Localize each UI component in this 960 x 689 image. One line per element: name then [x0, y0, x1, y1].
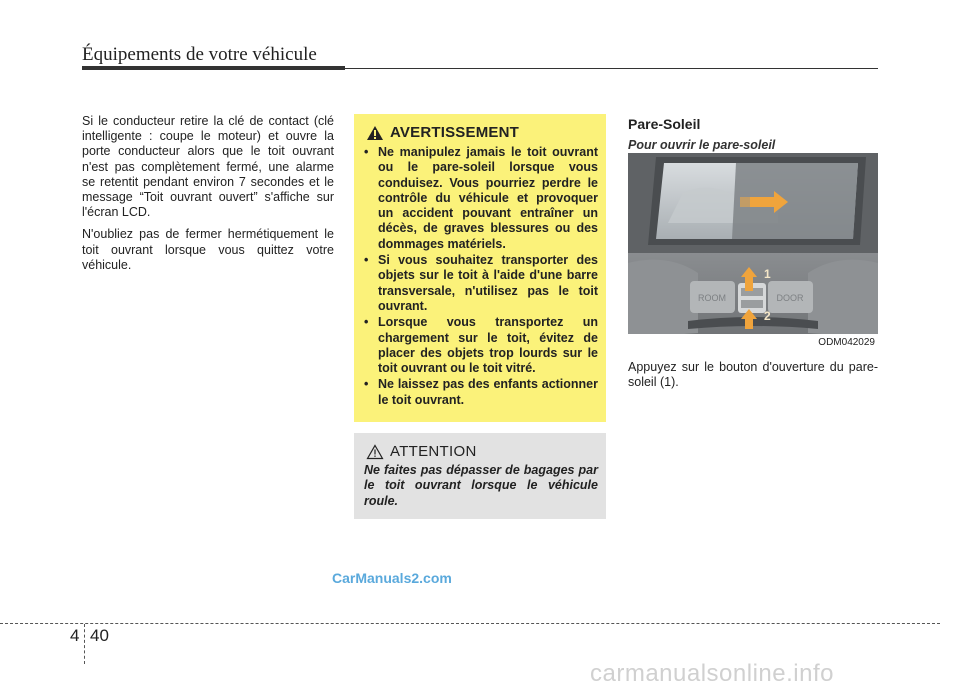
attention-title: ATTENTION [390, 443, 477, 460]
attention-text: Ne faites pas dépasser de bagages par le toit ouvrant lorsque le véhicule roule. [364, 463, 598, 508]
figure-caption: ODM042029 [628, 334, 878, 351]
caution-triangle-icon [366, 444, 384, 460]
warning-item: • Ne manipulez jamais le toit ouvrant ou le pare-soleil lorsque vous conduisez. Vous pourriez perdre le contrôle du véhicule et provoquer un accident pouvant entraîner un décès, de graves blessures ou des dommages matériels. [364, 145, 598, 251]
section-subtitle: Pour ouvrir le pare-soleil [628, 138, 776, 152]
right-column [628, 114, 878, 152]
warning-triangle-icon [366, 125, 384, 141]
header-rule-thick [82, 66, 345, 70]
chapter-number: 4 [70, 626, 80, 645]
warning-list [364, 145, 598, 408]
attention-box [354, 433, 606, 519]
site-watermark: carmanualsonline.info [590, 660, 834, 687]
sunshade-illustration [628, 153, 878, 351]
button-door-label: DOOR [776, 293, 804, 303]
left-column [82, 114, 334, 280]
warning-box [354, 114, 606, 422]
bullet: • [364, 377, 369, 392]
warning-item: • Ne laissez pas des enfants actionner le toit ouvrant. [364, 377, 598, 407]
warning-item: • Lorsque vous transportez un chargement sur le toit, évitez de placer des objets trop lourds sur le toit ouvrant ou le toit vitré. [364, 315, 598, 376]
label-2: 2 [764, 309, 771, 323]
label-1: 1 [764, 267, 771, 281]
attention-header [366, 443, 598, 460]
header-rule-thin [345, 68, 878, 69]
warning-item: • Si vous souhaitez transporter des objets sur le toit à l'aide d'une barre transversale, n'utilisez pas le toit ouvrant. [364, 253, 598, 313]
paragraph: N'oubliez pas de fermer hermétiquement le toit ouvrant lorsque vous quittez votre véhicule. [82, 227, 334, 272]
footer-rule [0, 623, 940, 624]
paragraph: Si le conducteur retire la clé de contact (clé intelligente : coupe le moteur) et ouvre la porte conducteur alors que le toit ouvrant n'est pas complètement fermé, une alarme se retentit pendant environ 7 secondes et le message “Toit ouvrant ouvert” s'affiche sur l'écran LCD. [82, 114, 334, 220]
warning-title: AVERTISSEMENT [390, 124, 520, 141]
right-paragraph: Appuyez sur le bouton d'ouverture du pare-soleil (1). [628, 360, 878, 390]
page-title: Équipements de votre véhicule [82, 44, 317, 65]
bullet: • [364, 315, 369, 330]
button-room-label: ROOM [698, 293, 726, 303]
bullet: • [364, 145, 369, 159]
watermark: CarManuals2.com [332, 570, 452, 586]
section-title: Pare-Soleil [628, 116, 701, 132]
footer-divider [84, 624, 85, 664]
warning-header [366, 124, 598, 141]
bullet: • [364, 253, 369, 268]
page-number: 40 [90, 626, 109, 645]
